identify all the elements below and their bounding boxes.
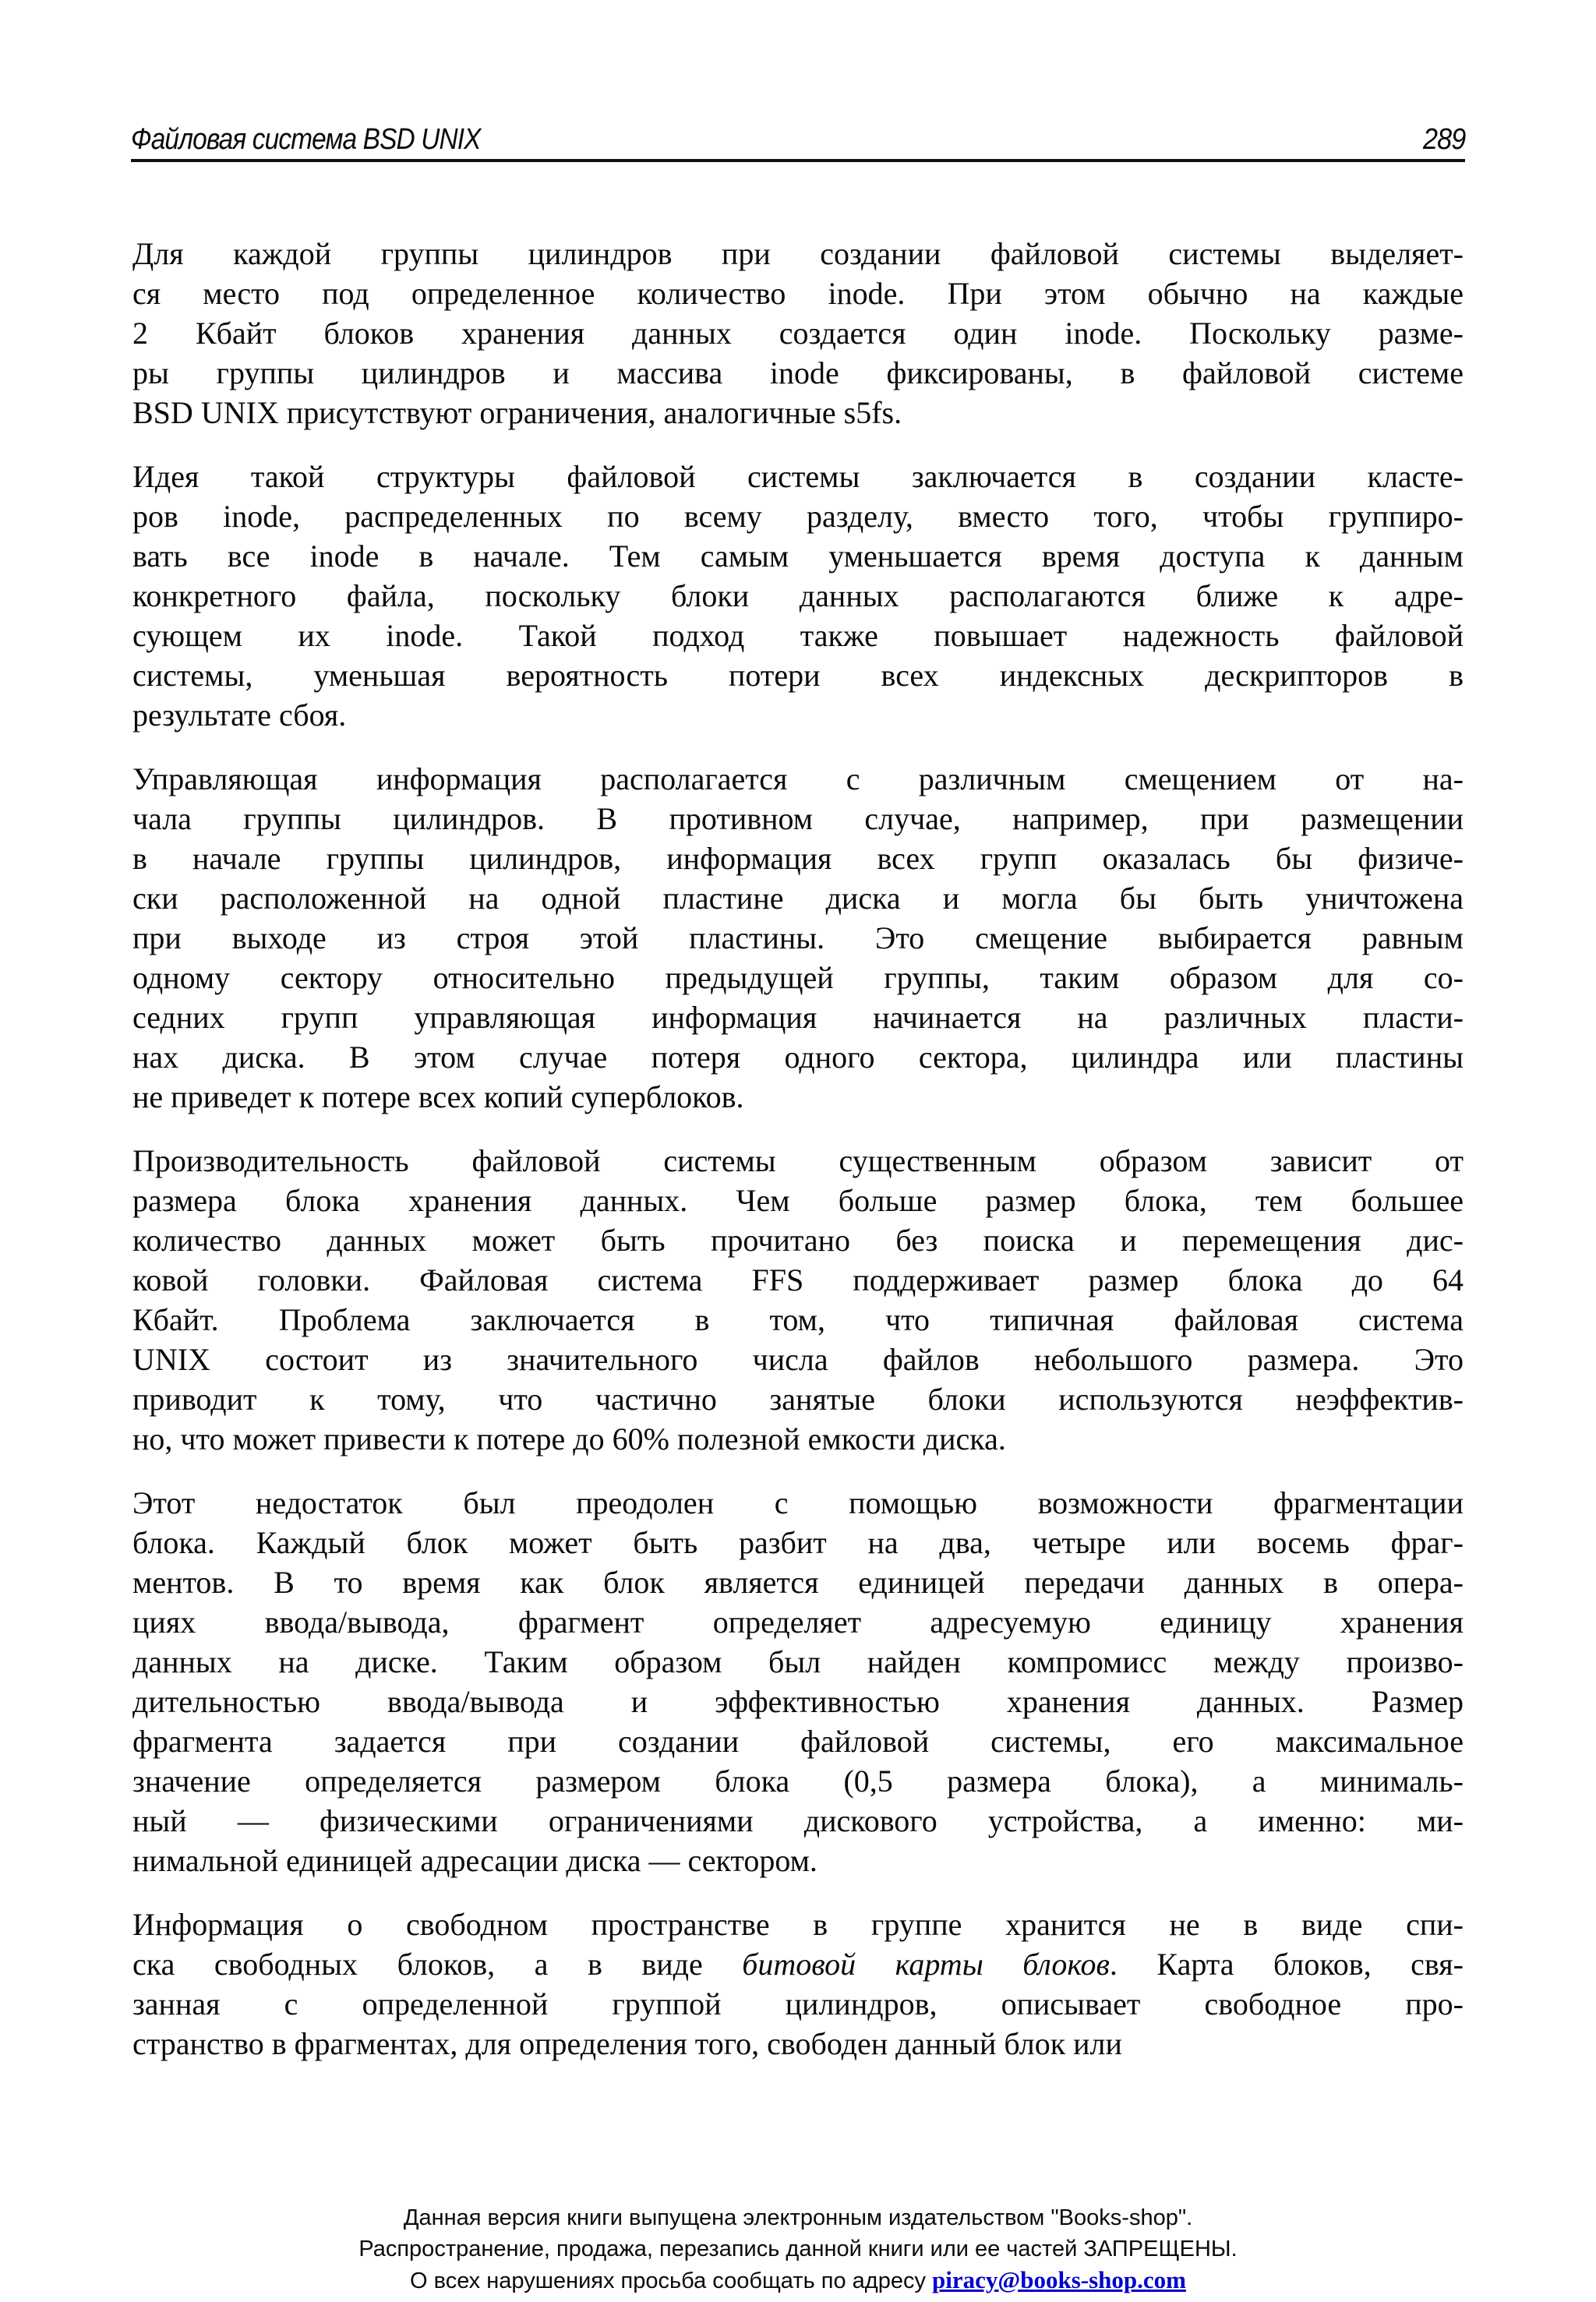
page-footer — [0, 2202, 1596, 2297]
body — [132, 234, 1464, 2088]
text-line: приводит к тому, что частично занятые блоки используются неэффектив- — [132, 1382, 1464, 1417]
text-line: но, что может привести к потере до 60% полезной емкости диска. — [132, 1421, 1006, 1456]
text-line: дительностью ввода/вывода и эффективностью хранения данных. Размер — [132, 1684, 1464, 1719]
header-rule — [131, 159, 1465, 162]
text-line: циях ввода/вывода, фрагмент определяет адресуемую единицу хранения — [132, 1605, 1464, 1640]
footer-line-1: Данная версия книги выпущена электронным издательством "Books-shop". — [403, 2205, 1193, 2230]
text-line: результате сбоя. — [132, 697, 347, 733]
text-line: нах диска. В этом случае потеря одного сектора, цилиндра или пластины — [132, 1040, 1464, 1075]
paragraph — [132, 1905, 1464, 2064]
text-line: нимальной единицей адресации диска — сектором. — [132, 1843, 817, 1878]
paragraph — [132, 234, 1464, 433]
text-line: блока. Каждый блок может быть разбит на два, четыре или восемь фраг- — [132, 1525, 1464, 1560]
text-line: BSD UNIX присутствуют ограничения, аналогичные s5fs. — [132, 395, 902, 430]
paragraph — [132, 1141, 1464, 1459]
text-line: сующем их inode. Такой подход также повышает надежность файловой — [132, 618, 1464, 653]
text-line: Этот недостаток был преодолен с помощью возможности фрагментации — [132, 1485, 1464, 1520]
text-line: данных на диске. Таким образом был найден компромисс между произво- — [132, 1644, 1464, 1679]
paragraph — [132, 457, 1464, 735]
page-title: Файловая система BSD UNIX — [131, 123, 481, 156]
page-number: 289 — [1422, 123, 1465, 156]
text-line: одному сектору относительно предыдущей группы, таким образом для со- — [132, 960, 1464, 995]
text-line: Управляющая информация располагается с различным смещением от на- — [132, 761, 1464, 796]
text-line: ры группы цилиндров и массива inode фиксированы, в файловой системе — [132, 355, 1464, 390]
text-line: размера блока хранения данных. Чем больше размер блока, тем большее — [132, 1183, 1464, 1218]
text-line: ментов. В то время как блок является единицей передачи данных в опера- — [132, 1565, 1464, 1600]
text-line: странство в фрагментах, для определения того, свободен данный блок или — [132, 2026, 1122, 2061]
text-line: Идея такой структуры файловой системы заключается в создании класте- — [132, 459, 1464, 494]
text-line: чала группы цилиндров. В противном случае, например, при размещении — [132, 801, 1464, 836]
text-line: ся место под определенное количество inode. При этом обычно на каждые — [132, 276, 1464, 311]
page-header — [131, 123, 1465, 157]
text-line: ров inode, распределенных по всему разделу, вместо того, чтобы группиро- — [132, 499, 1464, 534]
paragraph — [132, 759, 1464, 1117]
text-line: 2 Кбайт блоков хранения данных создается один inode. Поскольку разме- — [132, 316, 1464, 351]
text-line: Для каждой группы цилиндров при создании файловой системы выделяет- — [132, 236, 1464, 271]
text-line: Кбайт. Проблема заключается в том, что типичная файловая система — [132, 1302, 1464, 1337]
text-line: ски расположенной на одной пластине диска и могла бы быть уничтожена — [132, 881, 1464, 916]
text-line: не приведет к потере всех копий суперблоков. — [132, 1079, 744, 1114]
text-line: значение определяется размером блока (0,5 размера блока), а минималь- — [132, 1764, 1464, 1799]
text-line: ска свободных блоков, а в виде битовой карты блоков. Карта блоков, свя- — [132, 1947, 1464, 1982]
footer-line-3 — [0, 2265, 1596, 2297]
footer-line-3-text: О всех нарушениях просьба сообщать по адресу — [410, 2268, 933, 2293]
text-line: ный — физическими ограничениями дискового устройства, а именно: ми- — [132, 1803, 1464, 1838]
text-line: в начале группы цилиндров, информация всех групп оказалась бы физиче- — [132, 841, 1464, 876]
text-line: занная с определенной группой цилиндров, описывает свободное про- — [132, 1986, 1464, 2021]
text-line: Производительность файловой системы существенным образом зависит от — [132, 1143, 1464, 1178]
text-line: вать все inode в начале. Тем самым уменьшается время доступа к данным — [132, 538, 1464, 574]
text-line: конкретного файла, поскольку блоки данных располагаются ближе к адре- — [132, 578, 1464, 613]
text-line: при выходе из строя этой пластины. Это смещение выбирается равным — [132, 920, 1464, 955]
text-line: ковой головки. Файловая система FFS поддерживает размер блока до 64 — [132, 1262, 1464, 1298]
paragraph — [132, 1483, 1464, 1880]
text-line: количество данных может быть прочитано без поиска и перемещения дис- — [132, 1223, 1464, 1258]
piracy-email-link[interactable]: piracy@books-shop.com — [932, 2266, 1186, 2293]
text-line: фрагмента задается при создании файловой системы, его максимальное — [132, 1724, 1464, 1759]
text-line: Информация о свободном пространстве в группе хранится не в виде спи- — [132, 1907, 1464, 1942]
text-line: системы, уменьшая вероятность потери всех индексных дескрипторов в — [132, 658, 1464, 693]
text-line: седних групп управляющая информация начинается на различных пласти- — [132, 1000, 1464, 1035]
text-line: UNIX состоит из значительного числа файлов небольшого размера. Это — [132, 1342, 1464, 1377]
footer-line-2: Распространение, продажа, перезапись данной книги или ее частей ЗАПРЕЩЕНЫ. — [358, 2237, 1238, 2261]
